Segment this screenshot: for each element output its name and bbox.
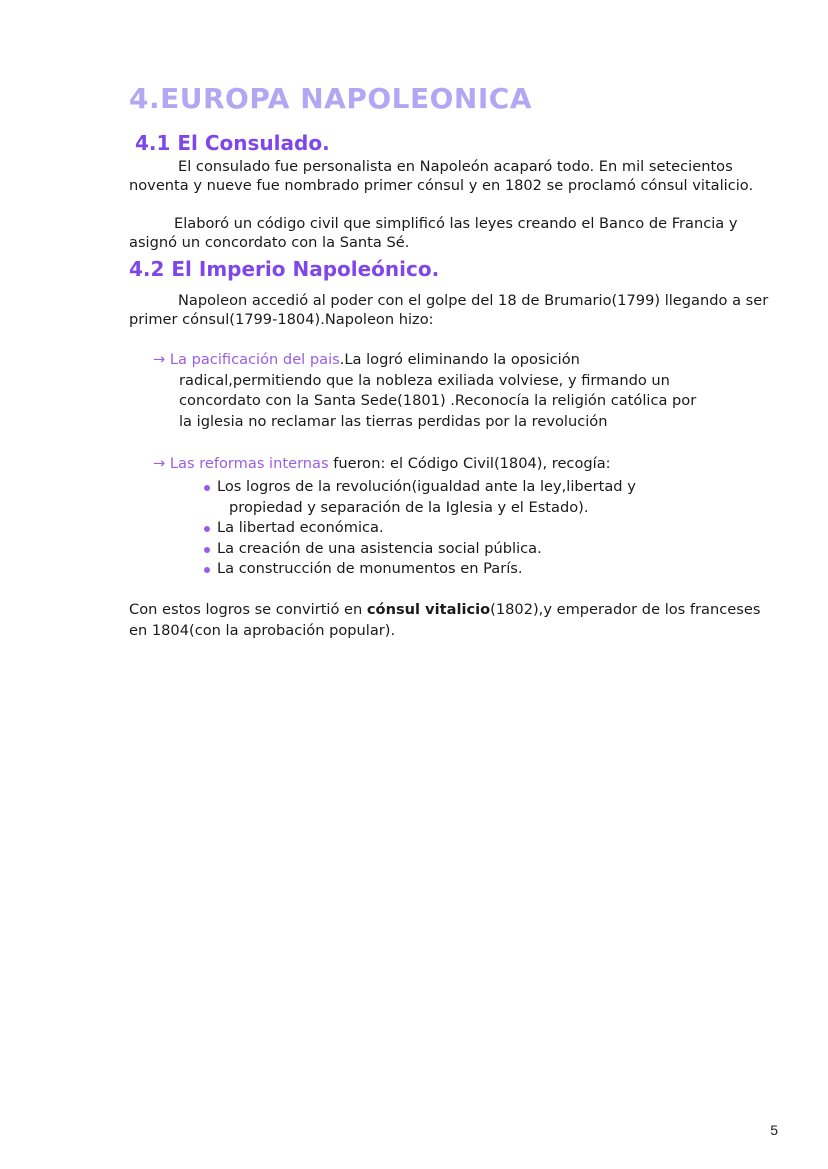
bullet-4-text: La construcción de monumentos en París. (217, 560, 523, 577)
consulado-paragraph-2-text: Elaboró un código civil que simplificó las leyes creando el Banco de Francia y asignó un concordato con la Santa Sé. (129, 215, 738, 251)
bullet-3-text: La creación de una asistencia social pública. (217, 539, 542, 557)
bullet-1-line-2: propiedad y separación de la Iglesia y el Estado). (229, 498, 589, 516)
page-title: 4.EUROPA NAPOLEONICA (129, 82, 532, 115)
pacificacion-line-1 (153, 350, 753, 371)
reformas-highlight: Las reformas internas (169, 455, 329, 472)
closing-text-before: Con estos logros se convirtió en (129, 601, 367, 618)
reformas-item (153, 454, 753, 475)
page-number: 5 (770, 1122, 778, 1138)
consulado-paragraph-2 (129, 215, 789, 252)
pacificacion-highlight: La pacificación del pais (169, 351, 340, 368)
consulado-paragraph-1 (129, 158, 779, 195)
pacificacion-text-1: .La logró eliminando la oposición (339, 351, 580, 368)
section-heading-consulado: 4.1 El Consulado. (135, 131, 330, 155)
consulado-paragraph-1-text: El consulado fue personalista en Napoleón acaparó todo. En mil setecientos noventa y nueve fue nombrado primer cónsul y en 1802 se proclamó cónsul vitalicio. (129, 158, 754, 194)
pacificacion-text-3: concordato con la Santa Sede(1801) .Reconocía la religión católica por (179, 392, 697, 409)
bullet-item (203, 518, 703, 539)
pacificacion-item (153, 350, 753, 432)
bullet-dot-icon (204, 485, 210, 491)
imperio-intro-text: Napoleon accedió al poder con el golpe del 18 de Brumario(1799) llegando a ser primer cónsul(1799-1804).Napoleon hizo: (129, 292, 769, 328)
arrow-right-icon: → (153, 455, 166, 472)
reformas-line-1 (153, 454, 753, 475)
section-heading-imperio: 4.2 El Imperio Napoleónico. (129, 257, 440, 281)
bullet-2-text: La libertad económica. (217, 519, 384, 536)
bullet-item (203, 539, 703, 560)
bullet-dot-icon (204, 547, 210, 553)
reformas-text: fueron: el Código Civil(1804), recogía: (328, 455, 611, 472)
arrow-right-icon: → (153, 351, 166, 368)
bullet-dot-icon (204, 567, 210, 573)
closing-text-bold: cónsul vitalicio (366, 601, 491, 618)
closing-paragraph (129, 600, 769, 641)
closing-text-after: (1802),y emperador de los franceses en 1804(con la aprobación popular). (129, 601, 761, 639)
pacificacion-text-2: radical,permitiendo que la nobleza exiliada volviese, y firmando un (179, 371, 670, 389)
bullet-dot-icon (204, 526, 210, 532)
pacificacion-text-4: la iglesia no reclamar las tierras perdidas por la revolución (179, 412, 608, 430)
bullet-item (203, 559, 703, 580)
bullet-item (203, 477, 703, 518)
bullet-1-line-1: Los logros de la revolución(igualdad ante la ley,libertad y (217, 478, 636, 495)
reformas-bullet-list (203, 477, 703, 580)
imperio-intro-paragraph (129, 292, 779, 329)
